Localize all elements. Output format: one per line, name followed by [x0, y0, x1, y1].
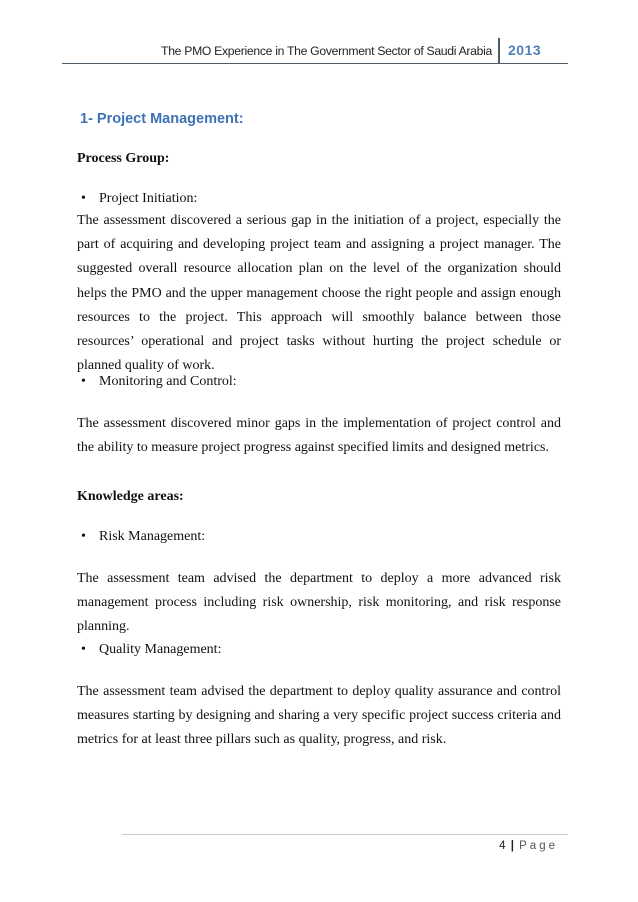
process-group-heading: Process Group: — [77, 151, 170, 166]
header-divider — [498, 38, 500, 63]
bullet-dot-icon: • — [81, 642, 86, 657]
document-title: The PMO Experience in The Government Sector of Saudi Arabia — [161, 44, 492, 58]
paragraph-monitoring-control: The assessment discovered minor gaps in the implementation of project control and the ability to measure project progress against specified limits and designed metrics. — [77, 416, 561, 456]
bullet-label: Monitoring and Control: — [99, 374, 237, 389]
page-header — [62, 36, 568, 64]
bullet-dot-icon: • — [81, 374, 86, 389]
bullet-label: Project Initiation: — [99, 191, 198, 206]
bullet-dot-icon: • — [81, 191, 86, 206]
bullet-label: Quality Management: — [99, 642, 222, 657]
bullet-label: Risk Management: — [99, 529, 206, 544]
paragraph-quality-management: The assessment team advised the department to deploy quality assurance and control measures starting by designing and sharing a very specific project success criteria and metrics for at least three pillars such as quality, progress, and risk. — [77, 684, 561, 748]
page-separator: | — [510, 840, 514, 852]
page-number-value: 4 — [499, 840, 506, 852]
footer-divider — [122, 834, 568, 835]
paragraph-project-initiation: The assessment discovered a serious gap in the initiation of a project, especially the part of acquiring and developing project team and assigning a project manager. The suggested overall resource allocation plan on the level of the organization should helps the PMO and the upper management choose the right people and assign enough resources to the project. This approach will smoothly balance between those resources’ operational and project tasks without hurting the project schedule or planned quality of work. — [77, 213, 561, 374]
section-heading: 1- Project Management: — [80, 111, 244, 127]
document-year: 2013 — [508, 42, 542, 58]
bullet-dot-icon: • — [81, 529, 86, 544]
knowledge-areas-heading: Knowledge areas: — [77, 489, 184, 504]
page-label: Page — [519, 840, 558, 852]
paragraph-risk-management: The assessment team advised the department to deploy a more advanced risk management process including risk ownership, risk monitoring, and risk response planning. — [77, 571, 561, 635]
page-number — [499, 840, 558, 852]
